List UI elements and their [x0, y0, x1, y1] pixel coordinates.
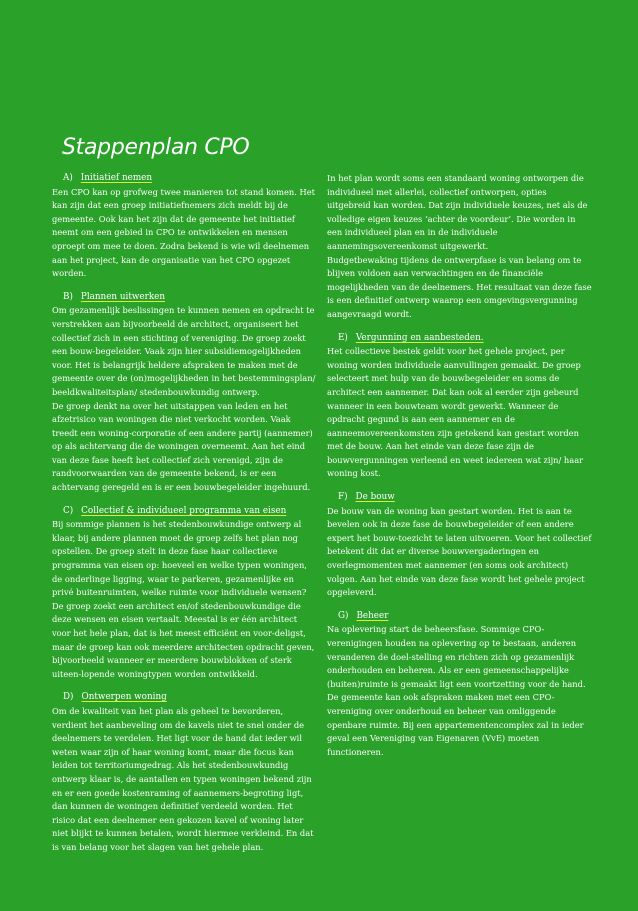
paragraph: Een CPO kan op grofweg twee manieren tot stand komen. Het kan zijn dat een groep initiatiefnemers zich meldt bij de gemeente. Ook kan het zijn dat de gemeente het initiatief neemt om een gebied in CPO te ontwikkelen en mensen oproept om mee te doen. Zodra bekend is wie wil deelnemen aan het project, kan de organisatie van het CPO opgezet worden. [52, 186, 316, 279]
section-title: Plannen uitwerken [80, 291, 166, 302]
section-letter: D) [63, 692, 74, 703]
section-letter: E) [338, 332, 348, 343]
page-title: Stappenplan CPO [62, 135, 250, 160]
section-g [327, 610, 592, 760]
section-c [52, 505, 317, 682]
paragraph: Het collectieve bestek geldt voor het gehele project, per woning worden individuele aanvullingen gemaakt. De groep selecteert met hulp van de bouwbegeleider en soms de architect een aannemer. Dat kan ook al eerder zijn gebeurd wanneer in een bouwteam wordt gewerkt. Wanneer de opdracht gegund is aan een aannemer en de aanneemovereenkomsten zijn getekend kan gestart worden met de bouw. Aan het einde van deze fase zijn de bouwvergunningen verleend en weet iedereen wat zijn/ haar woning kost. [327, 346, 584, 479]
section-heading [63, 505, 317, 519]
section-letter: G) [338, 610, 349, 621]
section-heading [63, 691, 317, 705]
paragraph: Na oplevering start de beheersfase. Sommige CPO-verenigingen houden na oplevering op te bestaan, anderen veranderen de doel-stelling en richten zich op gezamenlijk onderhouden en beheren. Als er een gemeenschappelijke (buiten)ruimte is gemaakt ligt een voortzetting voor de hand. De gemeente kan ook afspraken maken met een CPO-vereniging over onderhoud en beheer van omliggende openbare ruimte. Bij een appartementencomplex zal in ieder geval een Vereniging van Eigenaren (VvE) moeten functioneren. [327, 624, 586, 757]
paragraph: Om de kwaliteit van het plan als geheel te bevorderen, verdient het aanbeveling om de kavels niet te snel onder de deelnemers te verdelen. Het ligt voor de hand dat ieder wil weten waar zijn of haar woning komt, maar die focus kan leiden tot territoriumgedrag. Als het stedenbouwkundig ontwerp klaar is, de aantallen en typen woningen bekend zijn en er een goede kostenraming of aannemers-begroting ligt, dan kunnen de woningen definitief verdeeld worden. Het risico dat een deelnemer een gekozen kavel of woning later niet blijkt te kunnen betalen, wordt hiermee verkleind. En dat is van belang voor het slagen van het gehele plan. [52, 705, 314, 852]
paragraph: De bouw van de woning kan gestart worden. Het is aan te bevelen ook in deze fase de bouwbegeleider of een andere expert het bouw-toezicht te laten uitvoeren. Voor het collectief betekent dit dat er diverse bouwvergaderingen en overlegmomenten met aannemer (en soms ook architect) volgen. Aan het einde van deze fase wordt het gehele project opgeleverd. [327, 505, 592, 598]
section-heading [338, 610, 592, 624]
paragraph: De groep denkt na over het uitstappen van leden en het afzetrisico van woningen die niet verkocht worden. Vaak treedt een woning-corporatie of een andere partij (aannemer) op als achtervang die de woningen overneemt. Aan het eind van deze fase heeft het collectief zich verenigd, zijn de randvoorwaarden van de gemeente bekend, is er een achtervang geregeld en is er een bouwbegeleider ingehuurd. [52, 400, 313, 493]
section-heading [63, 291, 317, 305]
right-column [327, 172, 592, 769]
section-heading [63, 172, 317, 186]
section-letter: F) [338, 492, 348, 503]
section-title: Ontwerpen woning [81, 692, 167, 703]
left-column [52, 172, 317, 865]
section-f [327, 491, 592, 600]
section-title: Beheer [356, 610, 389, 621]
section-b [52, 291, 317, 495]
section-title: Vergunning en aanbesteden. [355, 332, 484, 343]
section-letter: B) [63, 291, 73, 302]
section-title: Collectief & individueel programma van eisen [81, 505, 287, 516]
section-heading [338, 491, 592, 505]
paragraph: Om gezamenlijk beslissingen te kunnen nemen en opdracht te verstrekken aan bijvoorbeeld de architect, organiseert het collectief zich in een stichting of vereniging. De groep zoekt een bouw-begeleider. Vaak zijn hier subsidiemogelijkheden voor. Het is belangrijk heldere afspraken te maken met de gemeente over de (on)mogelijkheden in het bestemmingsplan/ beeldkwaliteitsplan/ stedenbouwkundig ontwerp. [52, 305, 316, 397]
section-letter: A) [63, 173, 73, 183]
paragraph: Budgetbewaking tijdens de ontwerpfase is van belang om te blijven voldoen aan verwachtingen en de financiële mogelijkheden van de deelnemers. Het resultaat van deze fase is een definitief ontwerp waarop een omgevingsvergunning aangevraagd wordt. [327, 254, 592, 319]
section-d [52, 691, 317, 854]
section-heading [338, 332, 592, 346]
section-d-continued [327, 172, 592, 322]
paragraph: Bij sommige plannen is het stedenbouwkundige ontwerp al klaar, bij andere plannen moet de groep zelfs het plan nog opstellen. De groep stelt in deze fase haar collectieve programma van eisen op: hoeveel en welke typen woningen, de onderlinge ligging, waar te parkeren, gezamenlijke en privé buitenruimten, welke ruimte voor individuele wensen? De groep zoekt een architect en/of stedenbouwkundige die deze wensen en eisen vertaalt. Meestal is er één architect voor het hele plan, dat is het meest efficiënt en voor-deligst, maar de groep kan ook meerdere architecten opdracht geven, bijvoorbeeld wanneer er meerdere bouwblokken of sterk uiteen-lopende woningtypen worden ontwikkeld. [52, 519, 315, 679]
section-letter: C) [63, 505, 74, 516]
section-title: De bouw [355, 492, 395, 503]
paragraph: In het plan wordt soms een standaard woning ontworpen die individueel met allerlei, collectief ontworpen, opties uitgebreid kan worden. Dat zijn individuele keuzes, net als de volledige eigen keuzes ‘achter de voordeur’. Die worden in een individueel plan en in de individuele aannemingsovereenkomst uitgewerkt. [327, 173, 588, 251]
section-title: Initiatief nemen [80, 173, 153, 183]
section-e [327, 332, 592, 482]
section-a [52, 172, 317, 281]
